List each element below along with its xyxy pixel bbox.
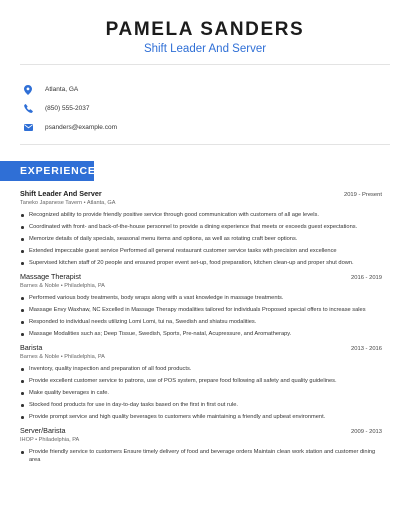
job-bullet: Responded to individual needs utilizing Lomi Lomi, tui na, Swedish and shiatsu modalities. (20, 318, 382, 326)
job-employer: Taneko Japanese Tavern (20, 200, 83, 206)
job-location: Philadelphia, PA (64, 354, 105, 360)
email-icon (23, 123, 33, 133)
contact-divider (20, 144, 390, 145)
job-bullet: Performed various body treatments, body wraps along with a vast knowledge in massage treatments. (20, 294, 382, 302)
job-bullet: Provide excellent customer service to patrons, use of POS system, prepare food following all safety and quality guidelines. (20, 377, 382, 385)
job-dates: 2019 - Present (343, 192, 382, 198)
contact-location-text: Atlanta, GA (45, 86, 79, 93)
job-employer: Barnes & Noble (20, 354, 60, 360)
job-bullets (20, 211, 382, 267)
job-entry (20, 272, 382, 338)
job-bullet: Provide friendly service to customers Ensure timely delivery of food and beverage orders Maintain clean work station and customer dining area (20, 448, 382, 464)
job-location: Philadelphia, PA (38, 437, 80, 443)
job-bullet: Supervised kitchen staff of 20 people and ensured proper event set-up, food preparation, kitchen clean-up and proper shut down. (20, 259, 382, 267)
experience-list (20, 189, 382, 469)
job-entry (20, 426, 382, 464)
job-location: Atlanta, GA (86, 200, 116, 206)
contact-phone (20, 99, 390, 118)
job-employer: IHOP (20, 437, 34, 443)
job-employer-line: Barnes & Noble • Philadelphia, PA (20, 283, 105, 289)
job-bullet: Extended impeccable guest service Performed all general restaurant customer service tasks with precision and excellence (20, 247, 382, 255)
job-employer-line: IHOP • Philadelphia, PA (20, 437, 80, 443)
job-bullets (20, 294, 382, 338)
job-employer-line: Taneko Japanese Tavern • Atlanta, GA (20, 200, 116, 206)
job-title: Server/Barista (20, 426, 66, 435)
candidate-name: PAMELA SANDERS (105, 19, 305, 40)
job-dates: 2013 - 2016 (351, 346, 382, 352)
location-pin-icon (23, 85, 33, 95)
job-location: Philadelphia, PA (64, 283, 105, 289)
job-bullet: Inventory, quality inspection and preparation of all food products. (20, 365, 382, 373)
job-bullet: Coordinated with front- and back-of-the-house personnel to provide a dining experience that meets or exceeds guest expectations. (20, 223, 382, 231)
experience-heading: EXPERIENCE (20, 165, 96, 177)
job-bullet: Memorize details of daily specials, seasonal menu items and options, as well as rotating craft beer options. (20, 235, 382, 243)
contact-list (20, 80, 390, 137)
job-title: Massage Therapist (20, 272, 81, 281)
job-entry (20, 343, 382, 421)
job-bullet: Massage Modalities such as; Deep Tissue, Swedish, Sports, Pre-natal, Acupressure, and Aromatherapy. (20, 330, 382, 338)
job-dates: 2016 - 2019 (351, 275, 382, 281)
job-employer-line: Barnes & Noble • Philadelphia, PA (20, 354, 105, 360)
candidate-title: Shift Leader And Server (143, 43, 267, 55)
job-dates: 2009 - 2013 (351, 429, 382, 435)
job-bullet: Massage Envy Waxhaw, NC Excelled in Massage Therapy modalities tailored for individuals Proposed special offers to increase sales (20, 306, 382, 314)
contact-phone-text: (850) 555-2037 (45, 105, 90, 112)
job-entry (20, 189, 382, 267)
phone-icon (23, 104, 33, 114)
job-bullet: Recognized ability to provide friendly positive service through good communication with customers of all age levels. (20, 211, 382, 219)
header-divider (20, 64, 390, 65)
job-bullet: Stocked food products for use in day-to-day tasks based on the first in first out rule. (20, 401, 382, 409)
job-bullet: Make quality beverages in cafe. (20, 389, 382, 397)
contact-location (20, 80, 390, 99)
job-employer: Barnes & Noble (20, 283, 60, 289)
job-bullet: Provide prompt service and high quality beverages to customers while maintaining a friendly and upbeat environment. (20, 413, 382, 421)
job-title: Shift Leader And Server (20, 189, 102, 198)
contact-email (20, 118, 390, 137)
job-title: Barista (20, 343, 43, 352)
job-bullets (20, 448, 382, 464)
contact-email-text: psanders@example.com (45, 124, 117, 131)
job-bullets (20, 365, 382, 421)
resume-header (0, 0, 410, 55)
